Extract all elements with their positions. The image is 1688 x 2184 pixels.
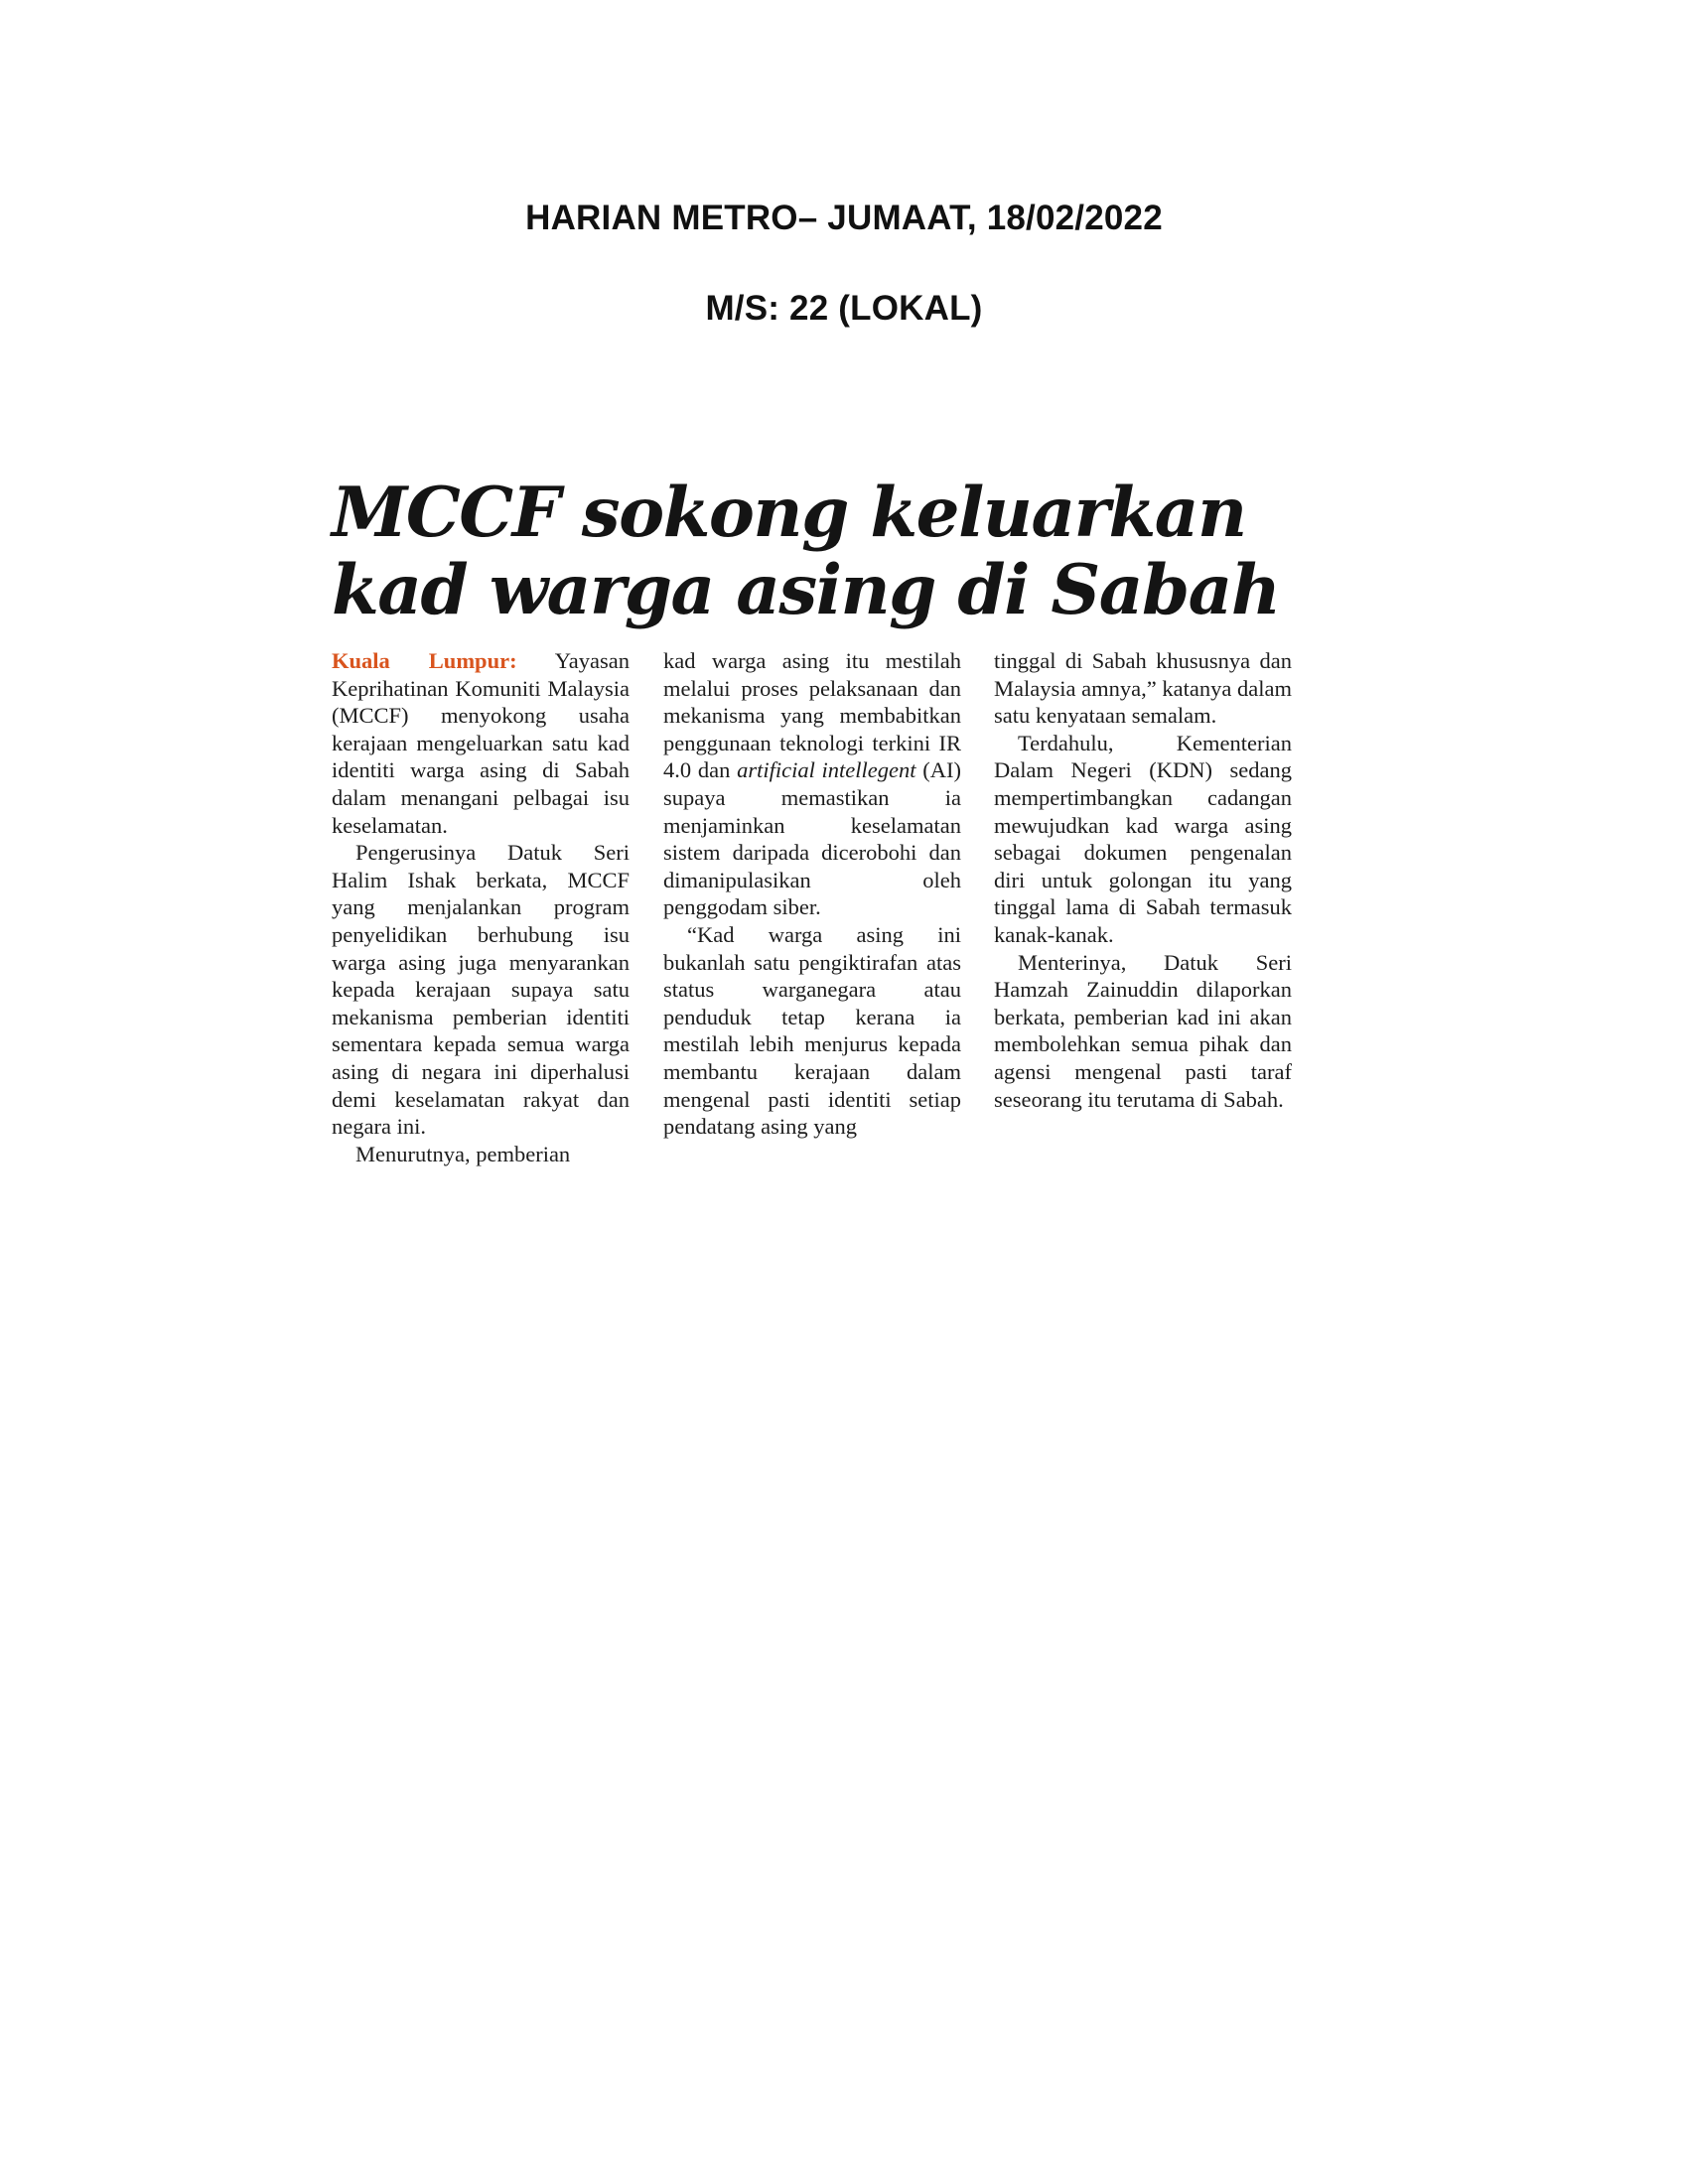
- article-body: [332, 647, 1292, 1223]
- paragraph-3-text-a: kad warga asing itu mestilah melalui proses pelaksanaan dan mekanisma yang membabitkan penggunaan teknologi terkini IR 4.0 dan: [663, 648, 961, 783]
- paragraph-4-continued: tinggal di Sabah khususnya dan Malaysia amnya,” katanya dalam satu kenyataan semalam.: [994, 648, 1292, 729]
- paragraph-2: Pengerusinya Datuk Seri Halim Ishak berkata, MCCF yang menjalankan program penyelidikan berhubung isu warga asing juga menyarankan kepada kerajaan supaya satu mekanisma pemberian identiti sementara kepada semua warga asing di negara ini diperhalusi demi keselamatan rakyat dan negara ini.: [332, 840, 630, 1140]
- news-clipping: [332, 473, 1292, 1229]
- paragraph-4: “Kad warga asing ini bukanlah satu pengiktirafan atas status warganegara atau penduduk tetap kerana ia mestilah lebih menjurus kepada membantu kerajaan dalam mengenal pasti identiti setiap pendatang asing yang: [663, 921, 961, 1140]
- paragraph-1: [332, 647, 630, 839]
- paragraph-5: Terdahulu, Kementerian Dalam Negeri (KDN) sedang mempertimbangkan cadangan mewujudkan kad warga asing sebagai dokumen pengenalan diri untuk golongan itu yang tinggal lama di Sabah termasuk kanak-kanak.: [994, 730, 1292, 947]
- paragraph-3-italic-term: artificial intellegent: [737, 757, 916, 783]
- paragraph-6: Menterinya, Datuk Seri Hamzah Zainuddin dilaporkan berkata, pemberian kad ini akan membolehkan semua pihak dan agensi mengenal pasti taraf seseorang itu terutama di Sabah.: [994, 949, 1292, 1112]
- paragraph-1-text: Yayasan Keprihatinan Komuniti Malaysia (MCCF) menyokong usaha kerajaan mengeluarkan satu kad identiti warga asing di Sabah dalam menangani pelbagai isu keselamatan.: [332, 648, 630, 838]
- article-column-2: [663, 647, 961, 1141]
- headline-line-1: MCCF sokong keluarkan: [332, 473, 1246, 553]
- article-column-3: [994, 647, 1292, 1113]
- source-publication-line: HARIAN METRO– JUMAAT, 18/02/2022: [525, 199, 1163, 237]
- headline-line-2: kad warga asing di Sabah: [332, 550, 1280, 630]
- page-section-line: M/S: 22 (LOKAL): [705, 289, 983, 328]
- article-column-1: [332, 647, 630, 1167]
- dateline: Kuala Lumpur:: [332, 648, 517, 673]
- paragraph-3-continued: [663, 647, 961, 921]
- paragraph-3-start: Menurutnya, pemberian: [355, 1141, 571, 1166]
- headline: [332, 473, 1280, 630]
- paragraph-3-text-b: (AI) supaya memastikan ia menjaminkan keselamatan sistem daripada dicerobohi dan dimanipulasikan oleh penggodam siber.: [663, 757, 961, 920]
